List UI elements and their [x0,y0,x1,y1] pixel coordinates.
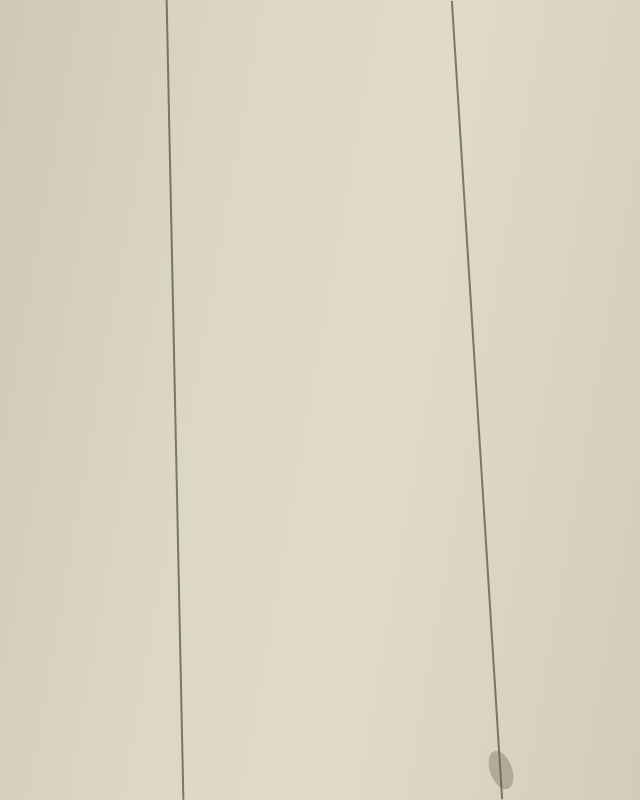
paper-stain [484,747,518,792]
column-rule-right [451,1,503,800]
column-rule-left [166,0,185,800]
